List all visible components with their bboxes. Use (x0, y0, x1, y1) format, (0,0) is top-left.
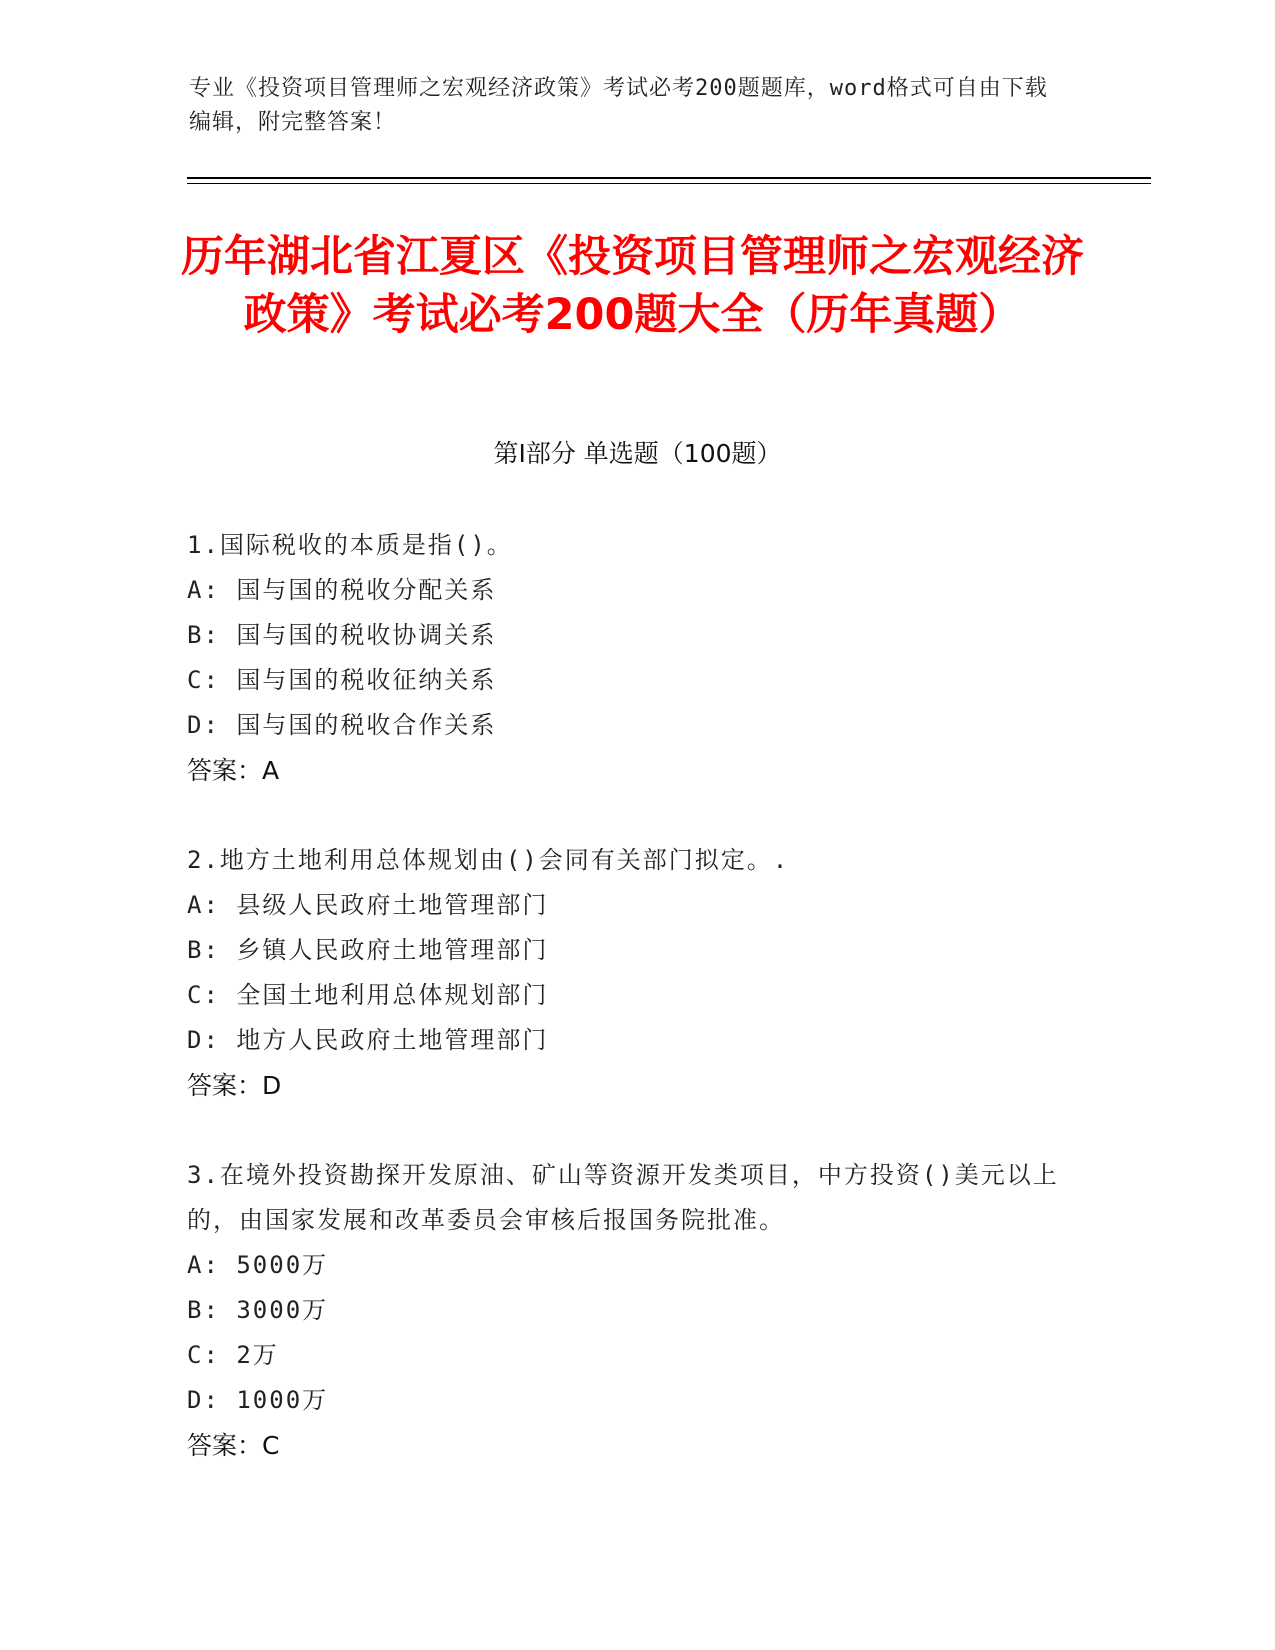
answer: 答案：D (187, 1071, 282, 1100)
option-a: A: 县级人民政府土地管理部门 (187, 891, 549, 919)
question-block (187, 1153, 1077, 1468)
option-b: B: 乡镇人民政府土地管理部门 (187, 936, 549, 964)
option-b: B: 3000万 (187, 1296, 329, 1324)
answer: 答案：C (187, 1431, 280, 1460)
option-a: A: 国与国的税收分配关系 (187, 576, 497, 604)
option-b: B: 国与国的税收协调关系 (187, 621, 497, 649)
question-stem: 1.国际税收的本质是指()。 (187, 531, 513, 559)
option-c: C: 国与国的税收征纳关系 (187, 666, 497, 694)
option-d: D: 国与国的税收合作关系 (187, 711, 497, 739)
section-title: 第Ⅰ部分 单选题（100题） (493, 439, 782, 468)
header-rule-thin (187, 183, 1151, 184)
option-a: A: 5000万 (187, 1251, 329, 1279)
header-rule-thick (187, 177, 1151, 179)
header-note: 专业《投资项目管理师之宏观经济政策》考试必考200题题库，word格式可自由下载编辑，附完整答案！ (189, 76, 1048, 135)
question-block (187, 523, 1077, 793)
answer: 答案：A (187, 756, 280, 785)
option-d: D: 1000万 (187, 1386, 329, 1414)
question-stem: 3.在境外投资勘探开发原油、矿山等资源开发类项目，中方投资()美元以上的，由国家发展和改革委员会审核后报国务院批准。 (187, 1161, 1059, 1234)
question-stem: 2.地方土地利用总体规划由()会同有关部门拟定。. (187, 846, 790, 874)
option-d: D: 地方人民政府土地管理部门 (187, 1026, 549, 1054)
option-c: C: 2万 (187, 1341, 279, 1369)
document-title: 历年湖北省江夏区《投资项目管理师之宏观经济政策》考试必考200题大全（历年真题） (181, 232, 1084, 340)
option-c: C: 全国土地利用总体规划部门 (187, 981, 549, 1009)
question-block (187, 838, 1077, 1108)
